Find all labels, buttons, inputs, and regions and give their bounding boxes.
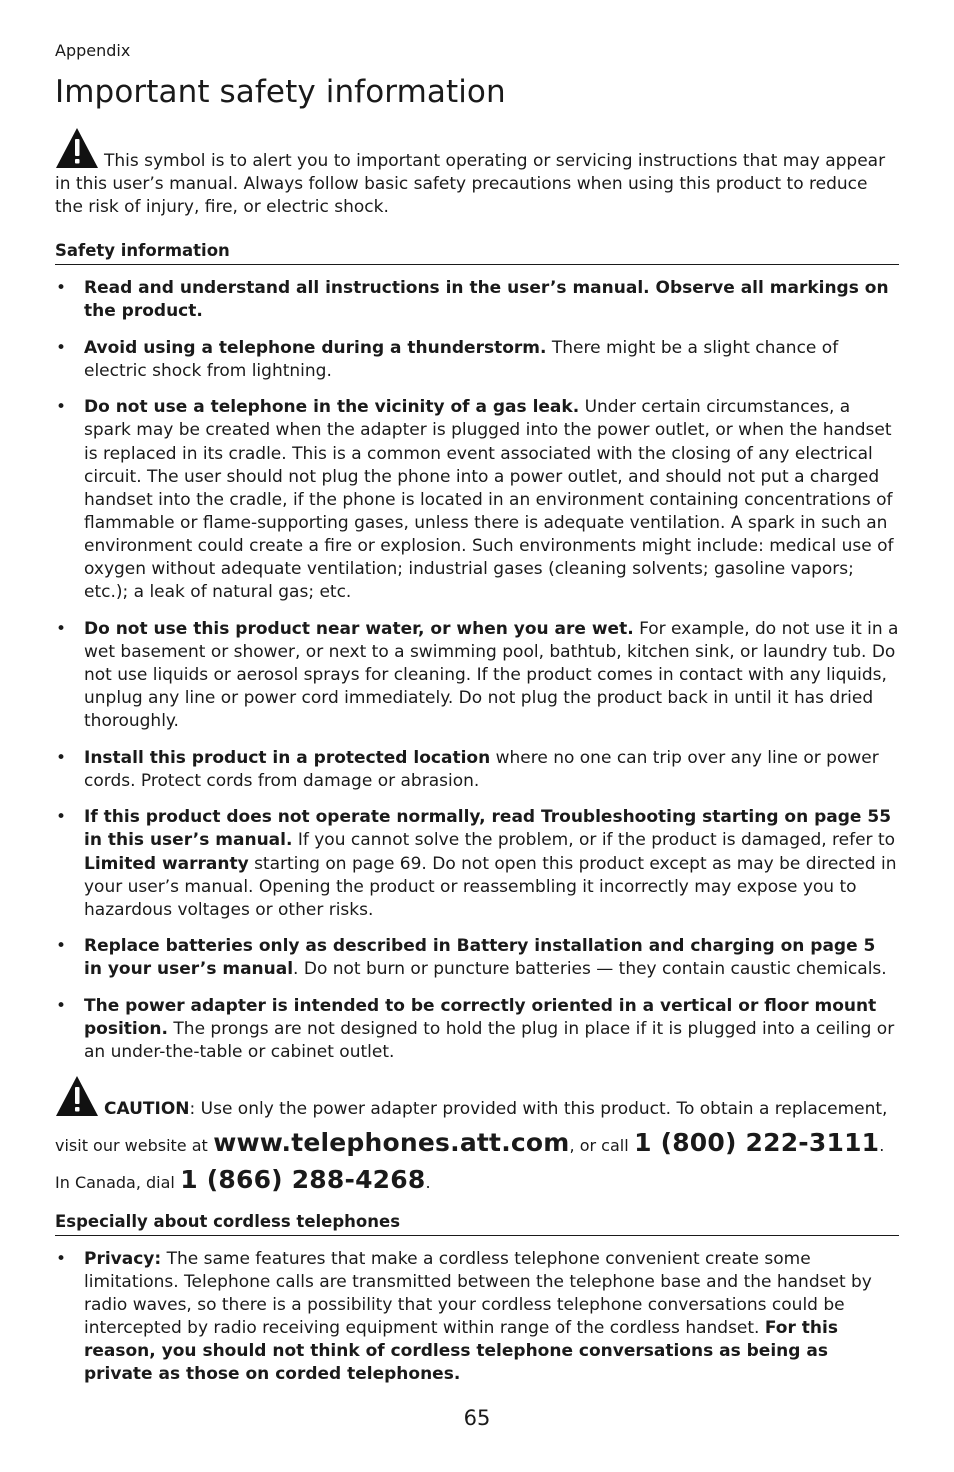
list-item	[55, 747, 899, 793]
item-lead: Avoid using a telephone during a thunderstorm.	[84, 337, 547, 358]
item-emphasis: For this reason, you should not think of cordless telephone conversations as being as private as those on corded telephones.	[84, 1318, 838, 1385]
cordless-heading: Especially about cordless telephones	[55, 1212, 899, 1236]
caution-label: CAUTION	[104, 1099, 190, 1119]
item-lead: The power adapter is intended to be correctly oriented in a vertical or floor mount position.	[84, 996, 877, 1040]
page-title: Important safety information	[55, 74, 506, 110]
list-item	[55, 995, 899, 1064]
safety-heading: Safety information	[55, 241, 899, 265]
item-emphasis: Limited warranty	[84, 853, 249, 874]
caution-punct: .	[425, 1173, 431, 1192]
list-item	[55, 277, 899, 323]
item-text-continued: starting on page 69. Do not open this product except as may be directed in your user’s manual. Opening the product or reassembling it incorrectly may expose you to hazardous voltages or other risks.	[84, 853, 897, 920]
caution-punct: .	[879, 1136, 885, 1155]
safety-list	[55, 277, 899, 1078]
warning-triangle-icon	[55, 1075, 99, 1117]
list-item	[55, 396, 899, 604]
item-lead: Privacy:	[84, 1249, 162, 1269]
intro-paragraph	[55, 127, 899, 220]
bullet: •	[56, 397, 67, 418]
list-item	[55, 337, 899, 383]
caution-text: , or call	[569, 1136, 629, 1155]
phone-canada: 1 (866) 288-4268	[180, 1165, 426, 1194]
website-link[interactable]: www.telephones.att.com	[213, 1128, 570, 1157]
caution-text: visit our website at	[55, 1136, 208, 1155]
bullet: •	[56, 1249, 67, 1269]
bullet: •	[56, 337, 67, 358]
bullet: •	[56, 936, 67, 957]
list-item	[55, 935, 899, 981]
item-lead: Do not use a telephone in the vicinity of a gas leak.	[84, 397, 580, 418]
intro-text: This symbol is to alert you to important operating or servicing instructions that may appear in this user’s manual. Always follow basic safety precautions when using this product to reduce the risk of injury, fire, or electric shock.	[55, 151, 886, 218]
item-lead: If this product does not operate normally, read Troubleshooting starting on page 55 in this user’s manual.	[84, 807, 892, 851]
bullet: •	[56, 618, 67, 639]
caution-line-2	[55, 1126, 899, 1163]
page-number: 65	[463, 1406, 491, 1430]
item-lead: Install this product in a protected location	[84, 747, 491, 768]
caution-notice	[55, 1075, 899, 1200]
bullet: •	[56, 807, 67, 828]
bullet: •	[56, 996, 67, 1017]
list-item	[55, 806, 899, 921]
section-label: Appendix	[55, 41, 131, 60]
item-text: The prongs are not designed to hold the plug in place if it is plugged into a ceiling or an under-the-table or cabinet outlet.	[84, 1019, 895, 1063]
item-lead: Do not use this product near water, or when you are wet.	[84, 618, 634, 639]
caution-line-1	[55, 1075, 899, 1126]
bullet: •	[56, 278, 67, 298]
item-text: where no one can trip over any line or power cords. Protect cords from damage or abrasion.	[84, 747, 879, 791]
caution-text: In Canada, dial	[55, 1173, 175, 1192]
item-text: If you cannot solve the problem, or if the product is damaged, refer to	[292, 830, 896, 851]
item-text: There might be a slight chance of electric shock from lightning.	[84, 337, 839, 381]
item-text: The same features that make a cordless telephone convenient create some limitations. Telephone calls are transmitted between the telephone base and the handset by radio waves, so there is a possibility that your cordless telephone conversations could be intercepted by radio receiving equipment within range of the cordless handset.	[84, 1249, 872, 1339]
item-lead: Replace batteries only as described in Battery installation and charging on page 5 in your user’s manual	[84, 936, 876, 980]
list-item	[55, 618, 899, 733]
caution-text: : Use only the power adapter provided with this product. To obtain a replacement,	[189, 1099, 888, 1119]
caution-line-3	[55, 1163, 899, 1200]
cordless-list	[55, 1248, 899, 1400]
phone-us: 1 (800) 222-3111	[634, 1128, 880, 1157]
list-item	[55, 1248, 899, 1387]
item-text: For example, do not use it in a wet basement or shower, or next to a swimming pool, bathtub, kitchen sink, or laundry tub. Do not use liquids or aerosol sprays for cleaning. If the product comes in contact with any liquids, unplug any line or power cord immediately. Do not plug the product back in until it has dried thoroughly.	[84, 618, 899, 732]
warning-triangle-icon	[55, 127, 99, 169]
item-text: . Do not burn or puncture batteries — they contain caustic chemicals.	[293, 959, 887, 980]
bullet: •	[56, 747, 67, 768]
item-text: Under certain circumstances, a spark may be created when the adapter is plugged into the power outlet, or when the handset is replaced in its cradle. This is a common event associated with the closing of any electrical circuit. The user should not plug the phone into a power outlet, and should not put a charged handset into the cradle, if the phone is located in an environment containing concentrations of flammable or flame-supporting gases, unless there is adequate ventilation. A spark in such an environment could create a fire or explosion. Such environments might include: medical use of oxygen without adequate ventilation; industrial gases (cleaning solvents; gasoline vapors; etc.); a leak of natural gas; etc.	[84, 397, 894, 603]
item-lead: Read and understand all instructions in the user’s manual. Observe all markings on the product.	[84, 278, 889, 322]
